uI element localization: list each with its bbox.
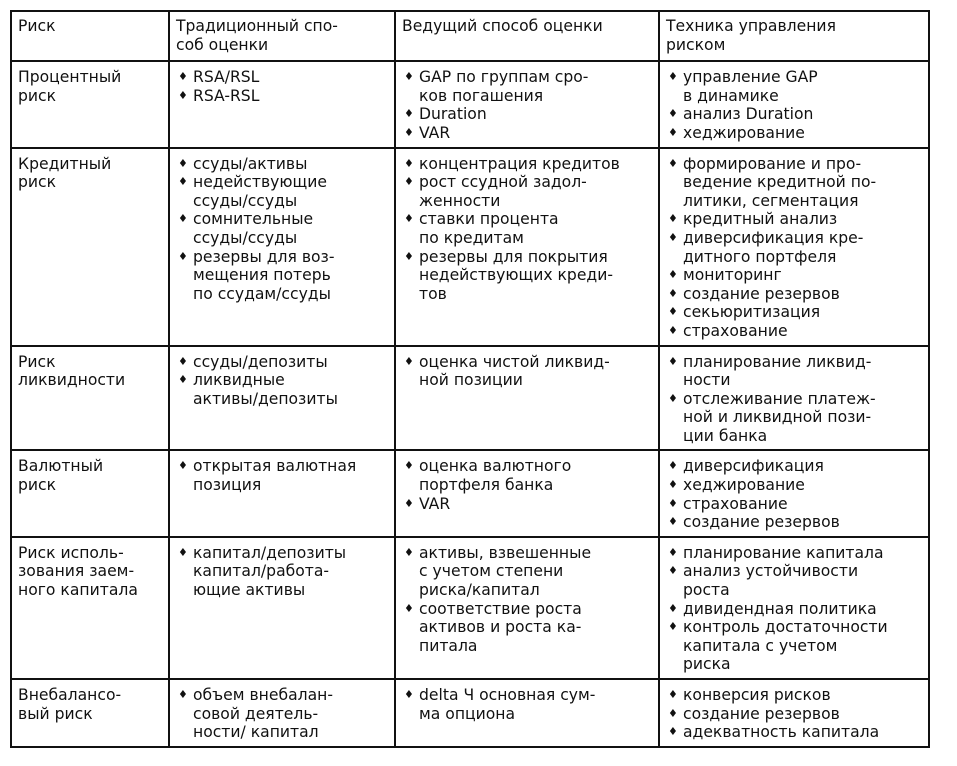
risk-name-line: риск (18, 173, 57, 192)
bullet-text-line: активов и роста ка- (419, 618, 582, 637)
bullet-text-line: капитал/работа- (193, 562, 330, 581)
bullet-text-line: ♦ кредитный анализ (683, 210, 838, 229)
bullet-item (402, 544, 654, 600)
bullet-item (176, 68, 390, 87)
bullet-text-line: ♦ RSA/RSL (193, 68, 260, 87)
bullet-item (402, 155, 654, 174)
risk-name-line: зования заем- (18, 562, 135, 581)
table-row (11, 450, 929, 536)
bullet-list (402, 457, 654, 513)
bullet-text-line: ♦ GAP по группам сро- (419, 68, 589, 87)
header-row (11, 11, 929, 61)
bullet-list (176, 155, 390, 304)
risk-name-line: Процентный (18, 68, 122, 87)
management-technique-cell (659, 61, 929, 147)
bullet-text-line: ссуды/ссуды (193, 228, 298, 247)
bullet-text-line: ♦ диверсификация (683, 457, 824, 476)
bullet-text-line: ♦ VAR (419, 123, 451, 142)
bullet-text-line: ♦ ссуды/депозиты (193, 352, 328, 371)
bullet-text-line: ♦ ссуды/активы (193, 154, 308, 173)
header-traditional-method: Традиционный спо- соб оценки (169, 11, 395, 61)
bullet-text-line: ♦ концентрация кредитов (419, 154, 620, 173)
bullet-item (402, 124, 654, 143)
risk-management-table (10, 10, 930, 748)
bullet-text-line: ♦ резервы для покрытия (419, 247, 608, 266)
bullet-item (402, 457, 654, 494)
bullet-text-line: литики, сегментация (683, 191, 859, 210)
bullet-text-line: мещения потерь (193, 266, 331, 285)
risk-name-line: Кредитный (18, 154, 112, 173)
bullet-item (402, 248, 654, 304)
bullet-item (666, 495, 924, 514)
bullet-text-line: риска (683, 655, 731, 674)
risk-name-cell (11, 450, 169, 536)
bullet-item (666, 229, 924, 266)
bullet-text-line: с учетом степени (419, 562, 564, 581)
bullet-item (666, 562, 924, 599)
risk-name-cell (11, 61, 169, 147)
table-row (11, 537, 929, 679)
bullet-item (402, 495, 654, 514)
risk-name-cell (11, 346, 169, 451)
bullet-text-line: по кредитам (419, 228, 524, 247)
bullet-text-line: ♦ оценка валютного (419, 457, 572, 476)
bullet-text-line: ♦ конверсия рисков (683, 686, 831, 704)
bullet-item (666, 457, 924, 476)
bullet-text-line: ♦ управление GAP (683, 68, 818, 87)
bullet-text-line: ♦ ликвидные (193, 371, 285, 390)
bullet-text-line: недействующих креди- (419, 266, 613, 285)
bullet-item (666, 723, 924, 742)
bullet-text-line: ной позиции (419, 371, 523, 390)
bullet-text-line: позиция (193, 476, 262, 495)
bullet-text-line: ведение кредитной по- (683, 173, 877, 192)
table-row (11, 148, 929, 346)
bullet-text-line: ♦ активы, взвешенные (419, 543, 592, 562)
bullet-text-line: ции банка (683, 426, 768, 445)
bullet-list (666, 353, 924, 446)
bullet-text-line: ♦ соответствие роста (419, 599, 582, 618)
header-risk: Риск (11, 11, 169, 61)
bullet-text-line: ♦ анализ Duration (683, 105, 814, 124)
table-row (11, 346, 929, 451)
bullet-text-line: ♦ секьюритизация (683, 303, 821, 322)
header-management-technique: Техника управления риском (659, 11, 929, 61)
bullet-text-line: ♦ капитал/депозиты (193, 543, 347, 562)
bullet-item (666, 124, 924, 143)
bullet-item (176, 457, 390, 494)
bullet-item (176, 371, 390, 408)
leading-method-cell (395, 537, 659, 679)
bullet-text-line: ♦ мониторинг (683, 266, 782, 285)
bullet-item (176, 155, 390, 174)
table-body (11, 61, 929, 747)
bullet-item (666, 390, 924, 446)
risk-name-line: Внебалансо- (18, 686, 122, 704)
bullet-text-line: ♦ планирование ликвид- (683, 352, 872, 371)
leading-method-cell (395, 61, 659, 147)
bullet-text-line: ♦ анализ устойчивости (683, 562, 859, 581)
bullet-text-line: ной и ликвидной пози- (683, 408, 872, 427)
bullet-text-line: ♦ открытая валютная (193, 457, 357, 476)
bullet-text-line: ♦ VAR (419, 494, 451, 513)
bullet-text-line: ♦ хеджирование (683, 476, 805, 495)
bullet-item (402, 210, 654, 247)
bullet-text-line: ♦ страхование (683, 321, 788, 340)
bullet-text-line: ♦ формирование и про- (683, 154, 862, 173)
bullet-list (176, 457, 390, 494)
risk-name-line: Риск исполь- (18, 543, 124, 562)
bullet-text-line: ♦ планирование капитала (683, 543, 884, 562)
bullet-list (402, 353, 654, 390)
bullet-text-line: ♦ создание резервов (683, 704, 840, 723)
bullet-text-line: ♦ отслеживание платеж- (683, 389, 876, 408)
leading-method-cell (395, 450, 659, 536)
bullet-list (666, 544, 924, 674)
bullet-text-line: ♦ Duration (419, 105, 487, 124)
bullet-item (666, 600, 924, 619)
bullet-item (176, 248, 390, 304)
management-technique-cell (659, 537, 929, 679)
bullet-text-line: риска/капитал (419, 581, 540, 600)
traditional-method-cell (169, 61, 395, 147)
bullet-item (176, 353, 390, 372)
table-row (11, 61, 929, 147)
management-technique-cell (659, 679, 929, 747)
bullet-text-line: ♦ контроль достаточности (683, 618, 888, 637)
bullet-item (402, 686, 654, 723)
bullet-list (666, 155, 924, 341)
bullet-item (666, 68, 924, 105)
bullet-item (666, 322, 924, 341)
bullet-list (402, 686, 654, 723)
bullet-list (176, 686, 390, 742)
bullet-text-line: женности (419, 191, 501, 210)
bullet-text-line: ности (683, 371, 731, 390)
risk-name-line: ликвидности (18, 371, 126, 390)
bullet-text-line: ♦ delta Ч основная сум- (419, 686, 596, 704)
bullet-list (402, 155, 654, 304)
bullet-text-line: ♦ резервы для воз- (193, 247, 335, 266)
bullet-item (176, 173, 390, 210)
risk-name-line: риск (18, 86, 57, 105)
risk-name-line: Риск (18, 352, 56, 371)
bullet-item (666, 353, 924, 390)
bullet-item (666, 618, 924, 674)
leading-method-cell (395, 148, 659, 346)
bullet-text-line: ♦ создание резервов (683, 513, 840, 532)
risk-name-cell (11, 679, 169, 747)
bullet-text-line: ♦ создание резервов (683, 284, 840, 303)
bullet-item (666, 686, 924, 705)
bullet-list (666, 68, 924, 142)
bullet-text-line: в динамике (683, 86, 779, 105)
bullet-text-line: ♦ сомнительные (193, 210, 314, 229)
bullet-item (176, 544, 390, 600)
bullet-text-line: тов (419, 284, 447, 303)
bullet-item (666, 210, 924, 229)
risk-name-line: Валютный (18, 457, 104, 476)
bullet-list (176, 353, 390, 409)
risk-name-cell (11, 537, 169, 679)
traditional-method-cell (169, 148, 395, 346)
bullet-text-line: ♦ адекватность капитала (683, 723, 880, 742)
bullet-text-line: ющие активы (193, 581, 306, 600)
bullet-text-line: ♦ оценка чистой ликвид- (419, 352, 610, 371)
management-technique-cell (659, 450, 929, 536)
traditional-method-cell (169, 346, 395, 451)
bullet-text-line: питала (419, 636, 478, 655)
bullet-text-line: капитала с учетом (683, 636, 838, 655)
bullet-text-line: ма опциона (419, 704, 516, 723)
bullet-text-line: ♦ ставки процента (419, 210, 559, 229)
bullet-text-line: ♦ дивидендная политика (683, 599, 877, 618)
bullet-text-line: дитного портфеля (683, 247, 837, 266)
bullet-item (666, 513, 924, 532)
bullet-item (666, 266, 924, 285)
bullet-text-line: ков погашения (419, 86, 544, 105)
bullet-text-line: ♦ RSA-RSL (193, 86, 260, 105)
bullet-text-line: ♦ недействующие (193, 173, 327, 192)
bullet-text-line: портфеля банка (419, 476, 554, 495)
risk-name-line: риск (18, 476, 57, 495)
traditional-method-cell (169, 679, 395, 747)
bullet-item (666, 285, 924, 304)
bullet-item (666, 155, 924, 211)
bullet-item (666, 303, 924, 322)
bullet-list (402, 544, 654, 656)
traditional-method-cell (169, 537, 395, 679)
bullet-list (176, 68, 390, 105)
bullet-list (666, 457, 924, 531)
bullet-item (402, 68, 654, 105)
risk-table-page (10, 10, 928, 748)
bullet-text-line: ♦ страхование (683, 494, 788, 513)
bullet-text-line: ♦ объем внебалан- (193, 686, 333, 704)
bullet-item (176, 87, 390, 106)
bullet-text-line: ♦ рост ссудной задол- (419, 173, 587, 192)
bullet-list (176, 544, 390, 600)
leading-method-cell (395, 346, 659, 451)
bullet-list (402, 68, 654, 142)
bullet-item (666, 544, 924, 563)
bullet-item (402, 353, 654, 390)
traditional-method-cell (169, 450, 395, 536)
bullet-item (666, 705, 924, 724)
bullet-item (666, 476, 924, 495)
bullet-item (402, 105, 654, 124)
risk-name-cell (11, 148, 169, 346)
bullet-item (176, 210, 390, 247)
bullet-item (176, 686, 390, 742)
header-leading-method: Ведущий способ оценки (395, 11, 659, 61)
bullet-list (666, 686, 924, 742)
bullet-item (402, 600, 654, 656)
bullet-item (402, 173, 654, 210)
bullet-text-line: ♦ хеджирование (683, 123, 805, 142)
bullet-text-line: активы/депозиты (193, 389, 338, 408)
leading-method-cell (395, 679, 659, 747)
bullet-text-line: по ссудам/ссуды (193, 284, 331, 303)
bullet-item (666, 105, 924, 124)
bullet-text-line: совой деятель- (193, 704, 319, 723)
bullet-text-line: роста (683, 581, 730, 600)
table-row (11, 679, 929, 747)
management-technique-cell (659, 346, 929, 451)
bullet-text-line: ности/ капитал (193, 723, 319, 742)
bullet-text-line: ссуды/ссуды (193, 191, 298, 210)
management-technique-cell (659, 148, 929, 346)
bullet-text-line: ♦ диверсификация кре- (683, 228, 864, 247)
risk-name-line: вый риск (18, 704, 93, 723)
risk-name-line: ного капитала (18, 581, 138, 600)
